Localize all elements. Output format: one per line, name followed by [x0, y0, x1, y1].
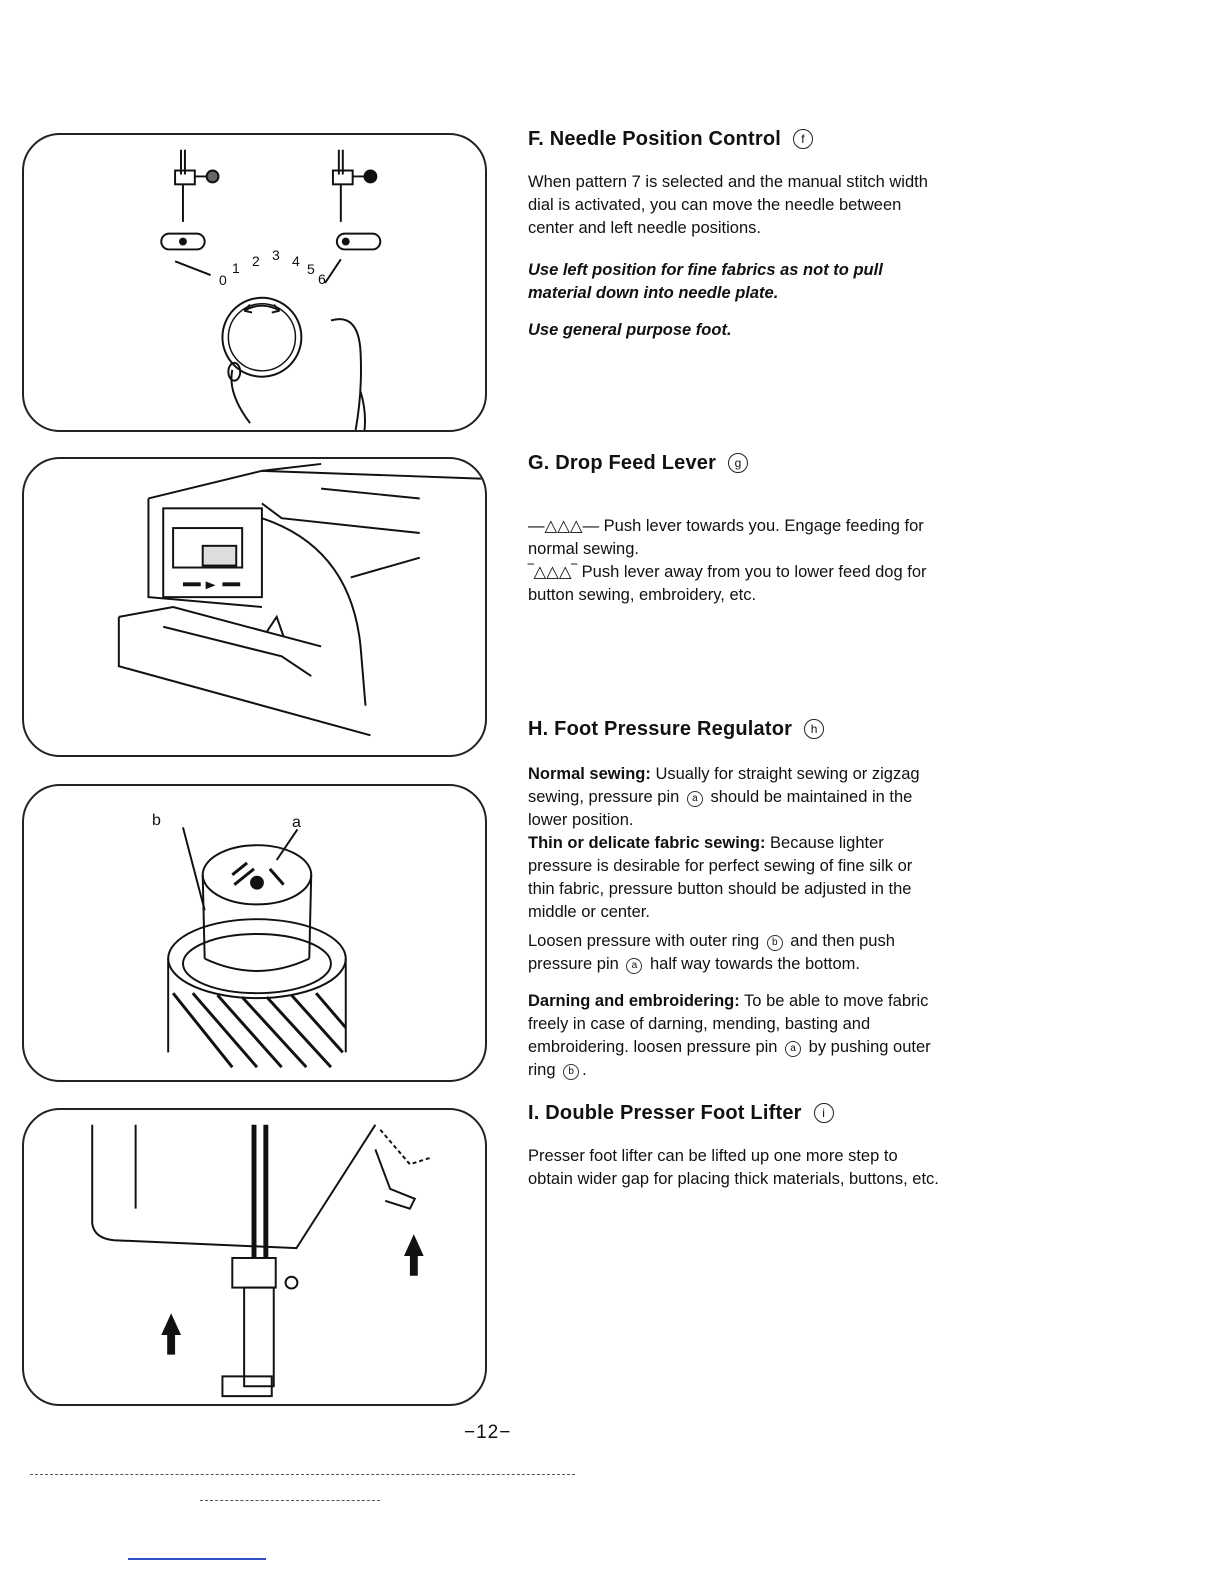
section-h-thin: Thin or delicate fabric sewing: Because lighter pressure is desirable for perfect sewing of fine silk or thin fabric, pressure button should be adjusted in the middle or center. [528, 834, 913, 921]
ref-i: i [814, 1103, 834, 1123]
dial-number-2: 2 [252, 253, 260, 269]
section-i-title: I. Double Presser Foot Lifter i [528, 1102, 943, 1125]
section-g-title: G. Drop Feed Lever g [528, 452, 943, 475]
dial-number-3: 3 [272, 247, 280, 263]
section-h-darning: Darning and embroidering: To be able to move fabric freely in case of darning, mending, basting and embroidering. loosen pressure pin a by pushing outer ring b . [528, 992, 931, 1079]
needle-position-illustration [22, 133, 487, 432]
feed-up-symbol: —△△△— [528, 517, 600, 535]
section-h-loosen: Loosen pressure with outer ring b and then push pressure pin a half way towards the bottom. [528, 932, 895, 973]
section-h-title: H. Foot Pressure Regulator h [528, 718, 943, 741]
ref-a: a [785, 1041, 801, 1057]
ref-b: b [563, 1064, 579, 1080]
dial-number-4: 4 [292, 253, 300, 269]
ref-b: b [767, 935, 783, 951]
foot-pressure-illustration [22, 784, 487, 1082]
label-a: a [292, 814, 301, 831]
section-foot-pressure [528, 718, 943, 1082]
section-f-note: Use left position for fine fabrics as not to pull material down into needle plate. [528, 261, 883, 302]
machine-base-drawing [24, 459, 485, 755]
dial-number-0: 0 [219, 272, 227, 288]
section-g-line2: ‾△△△‾ Push lever away from you to lower feed dog for button sewing, embroidery, etc. [528, 563, 927, 604]
pressure-knob-drawing [24, 786, 485, 1080]
scan-artifact-line [30, 1474, 575, 1475]
section-needle-position [528, 128, 943, 342]
presser-foot-drawing [24, 1110, 485, 1404]
section-f-foot-note: Use general purpose foot. [528, 321, 732, 339]
scan-artifact-blue [128, 1558, 266, 1560]
ref-a: a [626, 958, 642, 974]
feed-down-symbol: ‾△△△‾ [528, 563, 578, 581]
ref-g: g [728, 453, 748, 473]
scan-artifact-line-2 [200, 1500, 380, 1501]
section-h-normal: Normal sewing: Usually for straight sewing or zigzag sewing, pressure pin a should be maintained in the lower position. [528, 765, 920, 829]
section-i-text: Presser foot lifter can be lifted up one more step to obtain wider gap for placing thick materials, buttons, etc. [528, 1147, 939, 1188]
ref-a: a [687, 791, 703, 807]
section-drop-feed [528, 452, 943, 607]
drop-feed-lever-illustration [22, 457, 487, 757]
label-b: b [152, 812, 161, 829]
dial-number-1: 1 [232, 260, 240, 276]
section-g-line1: —△△△— Push lever towards you. Engage feeding for normal sewing. [528, 517, 924, 558]
presser-foot-illustration [22, 1108, 487, 1406]
dial-number-5: 5 [307, 261, 315, 277]
section-presser-lifter [528, 1102, 943, 1191]
needle-dial-drawing [24, 135, 485, 430]
section-f-title: F. Needle Position Control f [528, 128, 943, 151]
section-f-text: When pattern 7 is selected and the manual stitch width dial is activated, you can move the needle between center and left needle positions. [528, 173, 928, 237]
page-number: −12− [464, 1422, 512, 1443]
ref-f: f [793, 129, 813, 149]
ref-h: h [804, 719, 824, 739]
dial-number-6: 6 [318, 271, 326, 287]
